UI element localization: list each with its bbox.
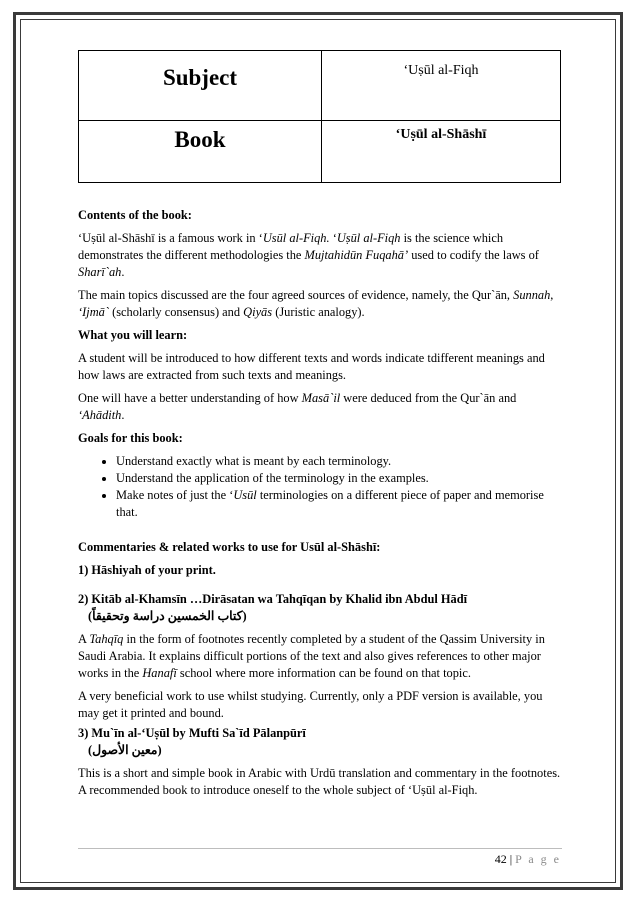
work-2-paragraph-2: A very beneficial work to use whilst studying. Currently, only a PDF version is available, you may get it printed and bound. [78, 689, 543, 720]
work-2-title: 2) Kitāb al-Khamsīn …Dirāsatan wa Tahqīqan by Khalid ibn Abdul Hādī [78, 592, 468, 606]
page-footer [495, 852, 561, 867]
goal-item-2: • Understand the application of the terminology in the examples. [116, 470, 562, 487]
page-number: 42 [494, 852, 507, 866]
learn-heading: What you will learn: [78, 328, 188, 342]
learn-paragraph-2: One will have a better understanding of how Masā`il were deduced from the Qur`ān and ‘Ahādith. [78, 391, 517, 422]
work-2-paragraph-1: A Tahqīq in the form of footnotes recently completed by a student of the Qassim University in Saudi Arabia. It explains difficult portions of the text and also gives references to other major works in the Hanafī school where more information can be found on that topic. [78, 632, 545, 680]
work-3-arabic-title: (معين الأصول) [88, 743, 162, 757]
goal-item-1: • Understand exactly what is meant by each terminology. [116, 453, 562, 470]
work-3-title: 3) Mu`īn al-‘Uṣūl by Mufti Sa`īd Pālanpūrī [78, 726, 306, 740]
subject-book-table [78, 50, 561, 183]
learn-paragraph-1: A student will be introduced to how different texts and words indicate tdifferent meanings and how laws are extracted from such texts and meanings. [78, 351, 545, 382]
work-2-arabic-line [78, 608, 562, 625]
footer-separator: | [509, 852, 513, 866]
contents-paragraph-1: ‘Uṣūl al-Shāshī is a famous work in ‘Usūl al-Fiqh. ‘Uṣūl al-Fiqh is the science which demonstrates the different methodologies the Mujtahidūn Fuqahā’ used to codify the laws of Sharī`ah. [78, 231, 539, 279]
contents-heading: Contents of the book: [78, 208, 192, 222]
book-value: ‘Uṣūl al-Shāshī [322, 121, 561, 183]
subject-row [79, 51, 561, 121]
work-3-arabic-line [78, 742, 562, 759]
page-word: P a g e [515, 852, 561, 866]
goals-heading: Goals for this book: [78, 431, 183, 445]
contents-paragraph-2: The main topics discussed are the four agreed sources of evidence, namely, the Qur`ān, Sunnah, ‘Ijmā` (scholarly consensus) and Qiyās (Juristic analogy). [78, 288, 554, 319]
subject-value: ‘Uṣūl al-Fiqh [322, 51, 561, 121]
footer-divider [78, 848, 562, 849]
book-row [79, 121, 561, 183]
goal-item-3: • Make notes of just the ‘Usūl terminologies on a different piece of paper and memorise that. [116, 487, 562, 521]
commentaries-heading: Commentaries & related works to use for Usūl al-Shāshī: [78, 540, 381, 554]
subject-label: Subject [79, 51, 322, 121]
work-1-title: 1) Hāshiyah of your print. [78, 563, 216, 577]
goals-list [78, 453, 562, 521]
page-content [78, 50, 562, 799]
work-3-paragraph-1: This is a short and simple book in Arabic with Urdū translation and commentary in the footnotes. A recommended book to introduce oneself to the whole subject of ‘Uṣūl al-Fiqh. [78, 766, 561, 797]
work-2-arabic-title: (كتاب الخمسين دراسة وتحقيقاً) [88, 609, 247, 623]
body-text [78, 207, 562, 799]
book-label: Book [79, 121, 322, 183]
